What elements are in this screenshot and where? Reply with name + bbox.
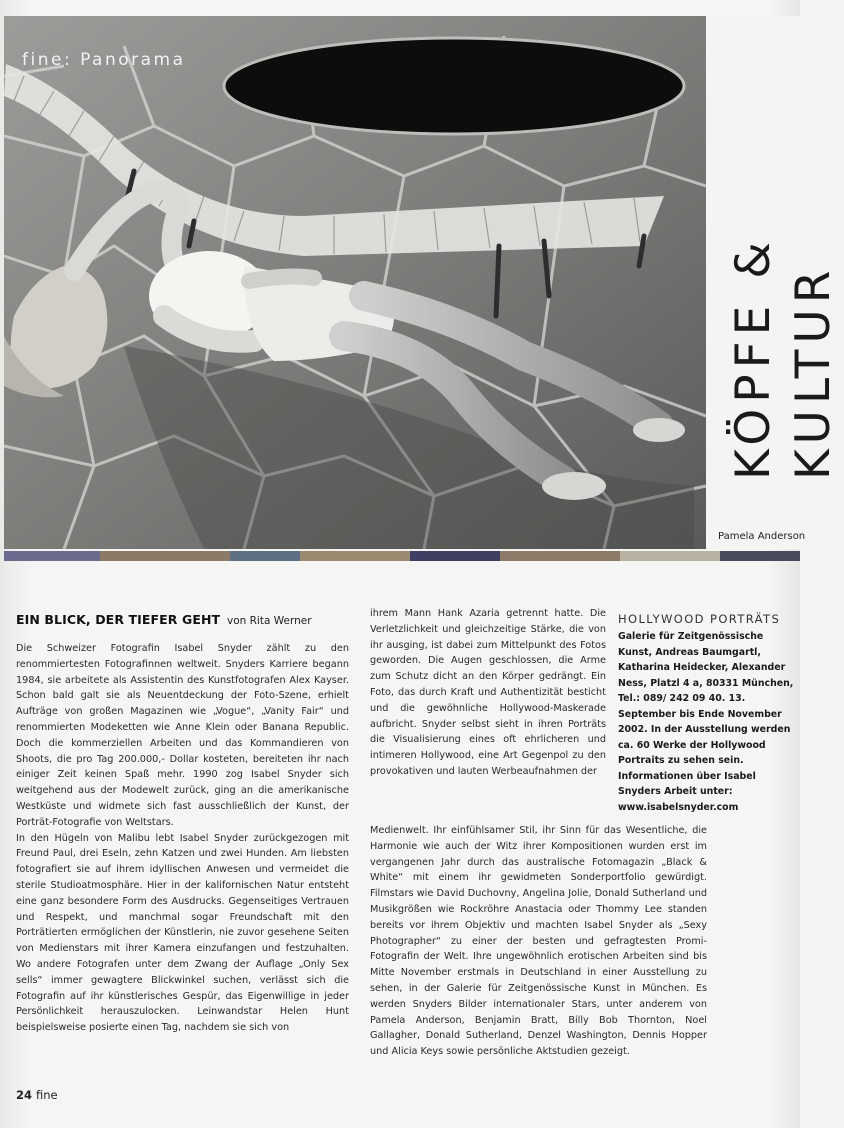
article-headline-row (16, 612, 356, 627)
section-label: fine: Panorama (22, 50, 186, 70)
article-column-2 (370, 606, 606, 780)
stripe-segment (4, 551, 100, 561)
article-column-2-continued (370, 823, 707, 1060)
article-author: von Rita Werner (226, 615, 312, 627)
photo-illustration (4, 16, 706, 549)
paragraph: Die Schweizer Fotografin Isabel Snyder zählt zu den renommiertesten Fotografinnen weltweit. Snyders Karriere begann 1984, sie arbeitete als Assistentin des Kunstfotografen Alex Kayser. Schon bald galt sie als Neuentdeckung der Foto-Szene, erhielt Aufträge von großen Magazinen wie „Vogue“, „Vanity Fair“ und renommierten Modeketten wie Anne Klein oder Banana Republic. Doch die kommerziellen Arbeiten und das Kommandieren von Shoots, die pro Tag 200.000,- Dollar kosteten, bereiteten ihr nach einiger Zeit keinen Spaß mehr. 1990 zog Isabel Snyder sich weitgehend aus der Modewelt zurück, ging an die amerikanische Westküste und widmete sich fast ausschließlich der Kunst, der Porträt-Fotografie von Weltstars. (16, 643, 349, 828)
paragraph: ihrem Mann Hank Azaria getrennt hatte. Die Verletzlichkeit und gleichzeitige Stärke, die von ihr ausging, ist dabei zum Mittelpunkt des Fotos geworden. Die Augen geschlossen, die Arme zum Schutz dicht an den Körper gedrängt. Ein Foto, das durch Kraft und Authentizität besticht und die gewöhnliche Hollywood-Maskerade aufbricht. Snyder selbst sieht in ihren Porträts die Visualisierung eines oft ehrlicheren und intimeren Hollywood, eine Art Gegenpol zu den provokativen und lauten Werbeaufnahmen der (370, 608, 606, 777)
page-number: 24 (16, 1088, 33, 1102)
article-headline: EIN BLICK, DER TIEFER GEHT (16, 612, 221, 627)
paragraph: In den Hügeln von Malibu lebt Isabel Snyder zurückgezogen mit Freund Paul, drei Eseln, zehn Katzen und zwei Hunden. Am liebsten fotografiert sie auf ihrem idyllischen Anwesen und vermeidet die sterile Studioatmosphäre. Hier in der kalifornischen Natur entsteht eine ganz besondere Form des Ausdrucks. Gegenseitiges Vertrauen und Respekt, und manchmal sogar Freundschaft mit den Porträtierten ermöglichen der Künstlerin, nie zuvor gesehene Seiten von Medienstars mit ihrer Kamera einzufangen und festzuhalten. Wo andere Fotografen unter dem Zwang der Auflage „Only Sex sells“ immer gewagtere Blickwinkel suchen, verlässt sich die Fotografin auf ihr künstlerisches Gespür, das Eigenwillige in jeder Persönlichkeit herauszulocken. Leinwandstar Helen Hunt beispielsweise posierte einen Tag, nachdem sie sich von (16, 832, 349, 1034)
hero-photo (4, 16, 706, 549)
stripe-segment (300, 551, 410, 561)
page-folio (16, 1088, 58, 1102)
info-box-text: Galerie für Zeitgenössische Kunst, Andreas Baumgartl, Katharina Heidecker, Alexander Ness, Platzl 4 a, 80331 München, Tel.: 089/ 242 09 40. 13. September bis Ende November 2002. In der Ausstellung werden ca. 60 Werke der Hollywood Portraits zu sehen sein. Informationen über Isabel Snyders Arbeit unter: www.isabelsnyder.com (618, 631, 794, 813)
stripe-segment (500, 551, 620, 561)
stripe-segment (100, 551, 230, 561)
vertical-section-title: KÖPFE & KULTUR (726, 236, 841, 480)
exhibition-info-box (618, 612, 798, 815)
magazine-name: fine (36, 1088, 58, 1102)
stripe-segment (720, 551, 800, 561)
info-box-title: HOLLYWOOD PORTRÄTS (618, 612, 781, 626)
stripe-segment (410, 551, 500, 561)
stripe-segment (230, 551, 300, 561)
paragraph: Medienwelt. Ihr einfühlsamer Stil, ihr Sinn für das Wesentliche, die Harmonie wie auch der Witz ihrer Kompositionen wurden erst im vergangenen Jahr durch das australische Fotomagazin „Black & White“ mit einem ihr gewidmeten Sonderportfolio gewürdigt. Filmstars wie David Duchovny, Angelina Jolie, Donald Sutherland und Musikgrößen wie Rockröhre Anastacia oder Thommy Lee standen bereits vor ihrem Objektiv und machten Isabel Snyder als „Sexy Photographer“ zu einer der besten und gefragtesten Promi-Fotografin der Welt. Ihre ungewöhnlich erotischen Arbeiten sind bis Mitte November erstmals in Deutschland in einer Ausstellung zu sehen, in der Galerie für Zeitgenössische Kunst in München. Es werden Snyders Bilder internationaler Stars, unter anderem von Pamela Anderson, Benjamin Bratt, Billy Bob Thornton, Noel Gallagher, Donald Sutherland, Denzel Washington, Dennis Hopper und Alicia Keys sowie persönliche Aktstudien gezeigt. (370, 825, 707, 1058)
stripe-segment (620, 551, 720, 561)
photo-caption: Pamela Anderson (718, 531, 806, 542)
color-stripe (4, 551, 800, 561)
article-column-1 (16, 641, 349, 1036)
